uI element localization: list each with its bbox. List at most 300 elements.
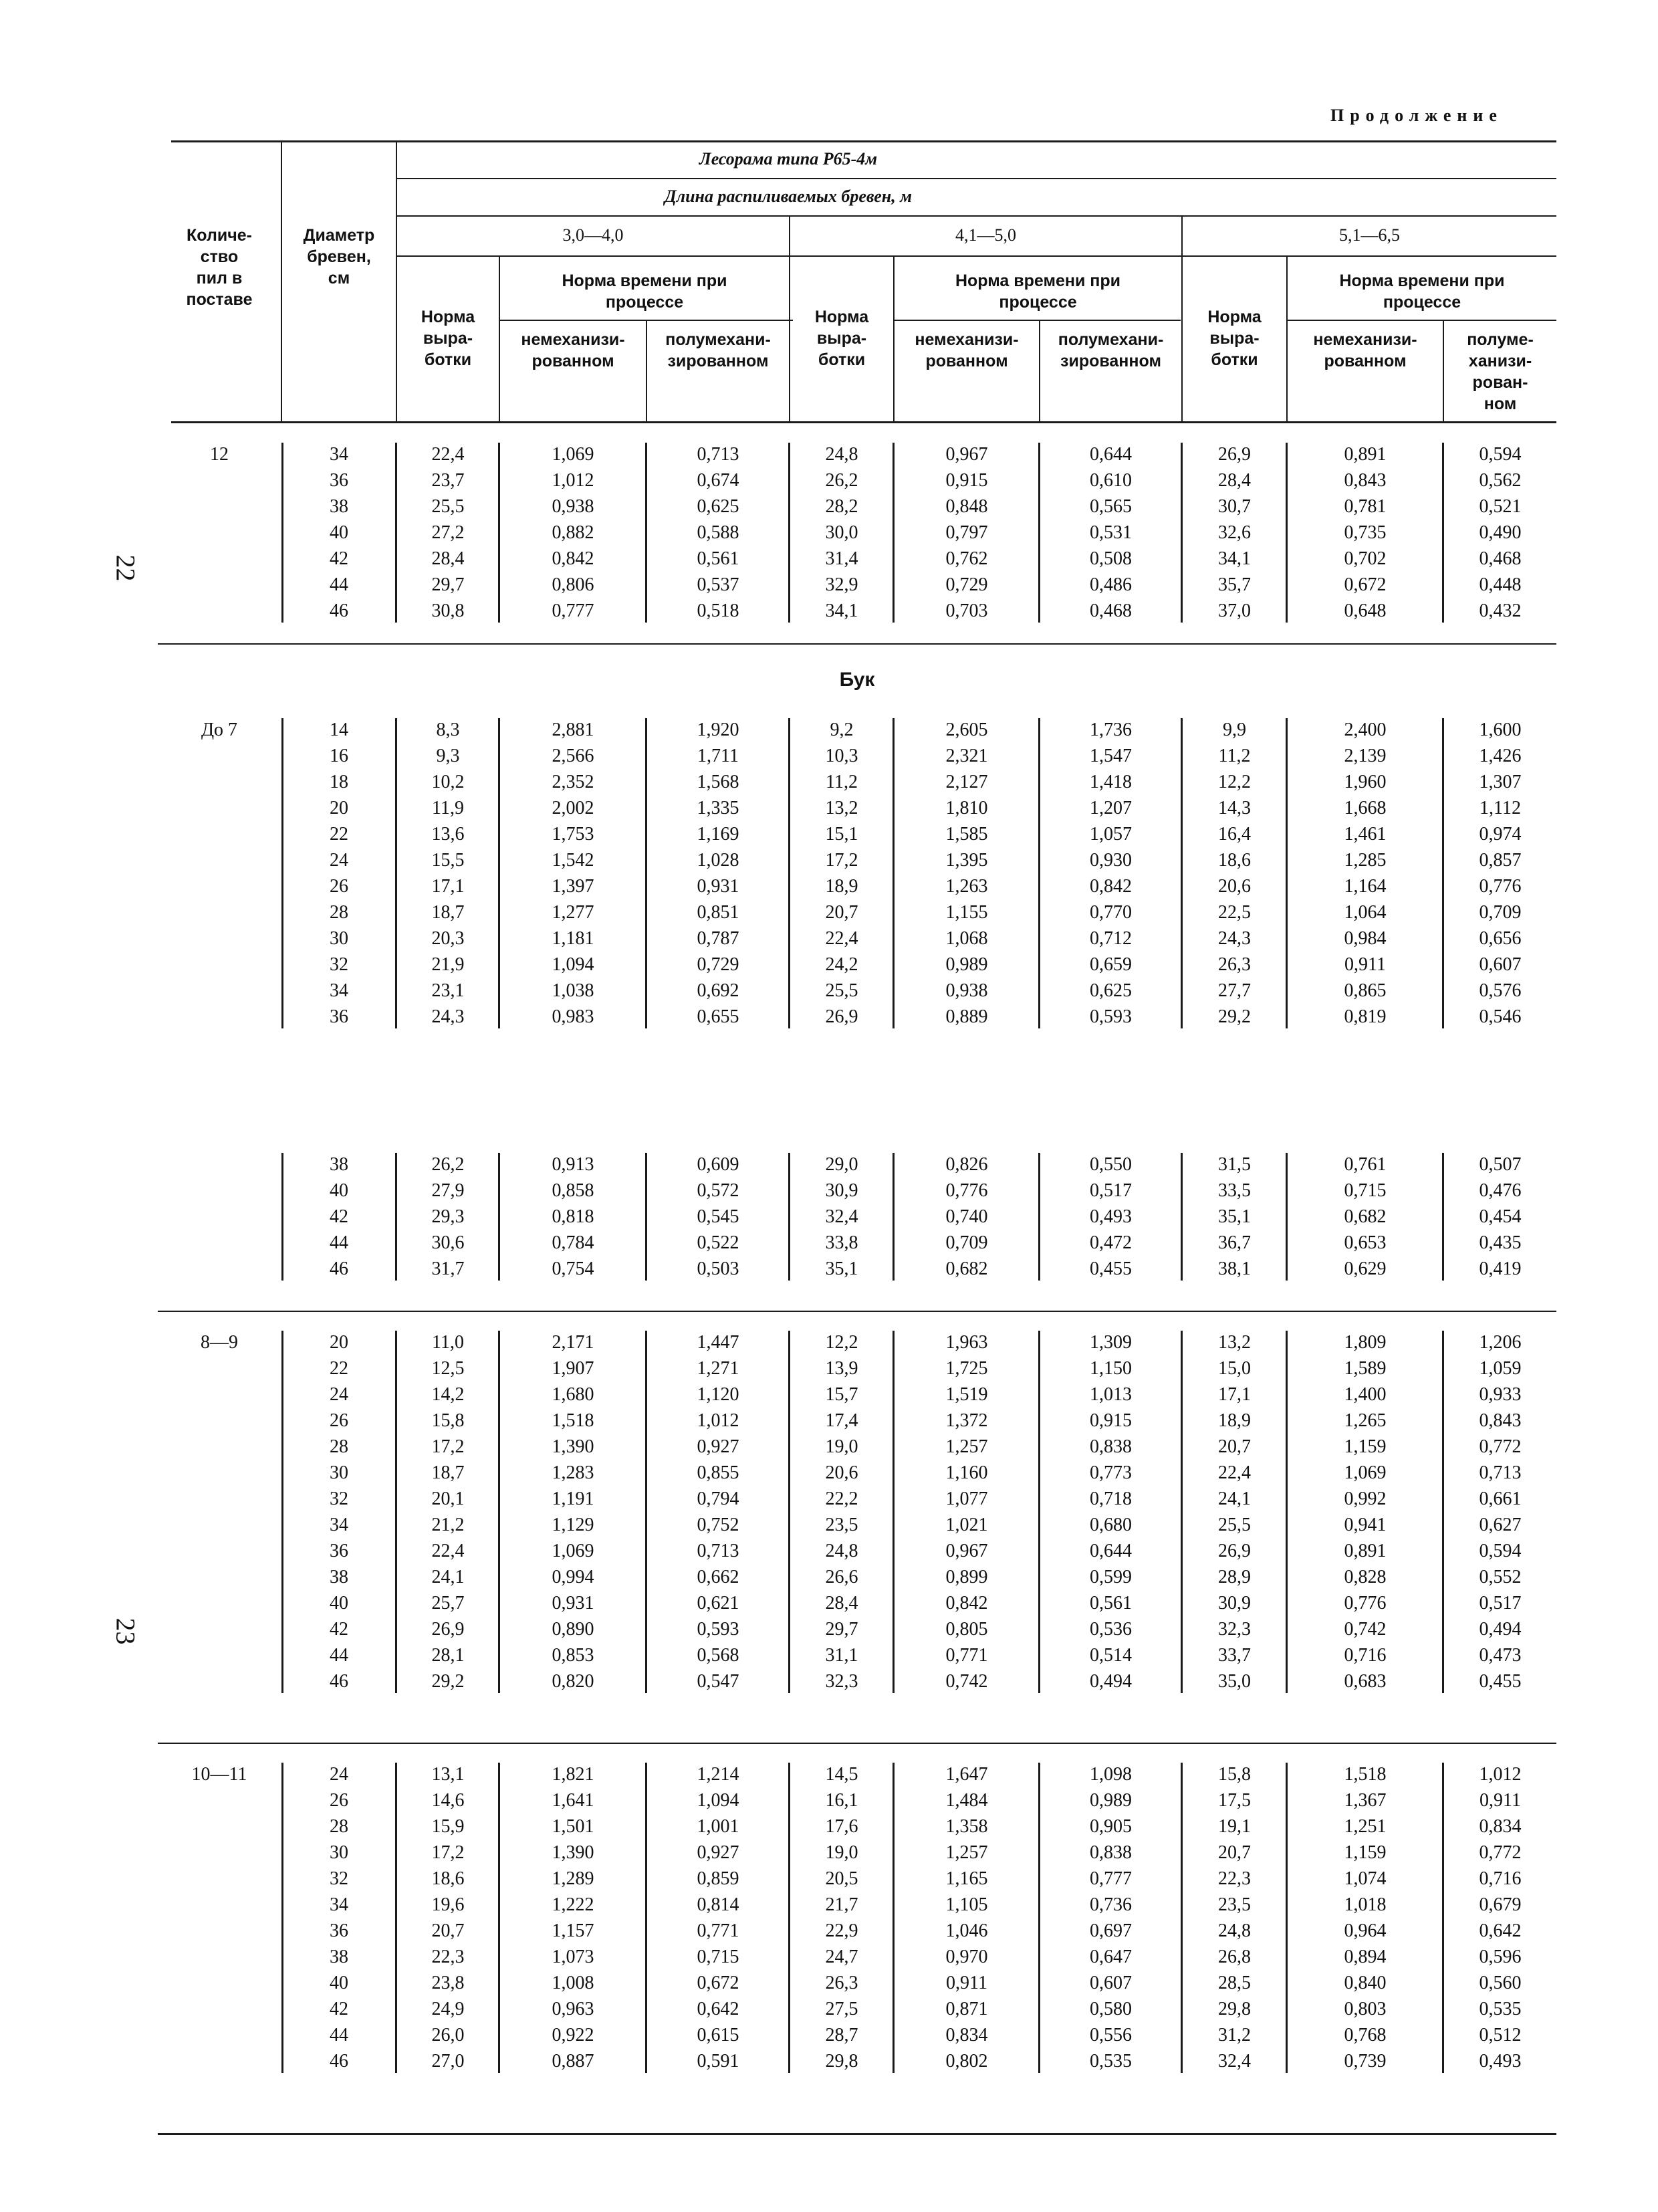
value-cell: 22,5 xyxy=(1218,902,1251,923)
value-cell: 0,820 xyxy=(552,1671,594,1692)
value-cell: 0,891 xyxy=(1344,444,1387,465)
value-cell: 17,6 xyxy=(825,1816,858,1837)
value-cell: 1,907 xyxy=(552,1358,594,1379)
value-cell: 0,887 xyxy=(552,2051,594,2072)
value-cell: 0,772 xyxy=(1479,1436,1522,1457)
section-title-beech: Бук xyxy=(839,669,875,691)
value-cell: 0,963 xyxy=(552,1999,594,2019)
value-cell: 23,8 xyxy=(431,1973,465,1993)
value-cell: 8,3 xyxy=(436,720,460,740)
value-cell: 17,2 xyxy=(431,1436,465,1457)
length-rule xyxy=(396,215,1556,217)
diameter-cell: 42 xyxy=(330,1999,348,2019)
value-cell: 0,662 xyxy=(697,1567,739,1587)
value-cell: 15,0 xyxy=(1218,1358,1251,1379)
value-cell: 0,715 xyxy=(697,1947,739,1967)
value-cell: 32,9 xyxy=(825,574,858,595)
value-cell: 0,642 xyxy=(697,1999,739,2019)
value-cell: 26,8 xyxy=(1218,1947,1251,1967)
diameter-cell: 14 xyxy=(330,720,348,740)
value-cell: 27,9 xyxy=(431,1180,465,1201)
value-cell: 1,038 xyxy=(552,980,594,1001)
value-cell: 0,931 xyxy=(697,876,739,897)
value-cell: 27,0 xyxy=(431,2051,465,2072)
value-cell: 0,514 xyxy=(1090,1645,1132,1666)
value-cell: 29,2 xyxy=(431,1671,465,1692)
value-cell: 0,927 xyxy=(697,1842,739,1863)
value-cell: 1,600 xyxy=(1479,720,1522,740)
diameter-cell: 42 xyxy=(330,548,348,569)
header-norm-time-3: Норма времени при процессе xyxy=(1339,271,1505,312)
value-cell: 1,753 xyxy=(552,824,594,845)
value-cell: 1,021 xyxy=(945,1515,988,1535)
diameter-cell: 16 xyxy=(330,746,348,766)
value-cell: 0,840 xyxy=(1344,1973,1387,1993)
value-cell: 33,8 xyxy=(825,1232,858,1253)
value-cell: 21,9 xyxy=(431,954,465,975)
diameter-cell: 24 xyxy=(330,850,348,871)
norms-table xyxy=(158,140,1556,2133)
value-cell: 0,838 xyxy=(1090,1436,1132,1457)
value-cell: 1,367 xyxy=(1344,1790,1387,1811)
value-cell: 1,214 xyxy=(697,1764,739,1785)
value-cell: 31,1 xyxy=(825,1645,858,1666)
value-cell: 0,455 xyxy=(1090,1258,1132,1279)
value-cell: 1,222 xyxy=(552,1894,594,1915)
value-cell: 1,012 xyxy=(552,470,594,491)
value-cell: 0,709 xyxy=(945,1232,988,1253)
value-cell: 0,580 xyxy=(1090,1999,1132,2019)
value-cell: 0,468 xyxy=(1090,600,1132,621)
value-cell: 1,028 xyxy=(697,850,739,871)
table-row xyxy=(158,1892,1556,1918)
value-cell: 0,512 xyxy=(1479,2025,1522,2045)
value-cell: 0,853 xyxy=(552,1645,594,1666)
header-length-3: 5,1—6,5 xyxy=(1339,225,1400,245)
value-cell: 0,568 xyxy=(697,1645,739,1666)
value-cell: 1,307 xyxy=(1479,772,1522,792)
value-cell: 24,8 xyxy=(1218,1920,1251,1941)
table-row xyxy=(158,1918,1556,1945)
value-cell: 14,2 xyxy=(431,1384,465,1405)
value-cell: 1,568 xyxy=(697,772,739,792)
diameter-cell: 32 xyxy=(330,1868,348,1889)
value-cell: 1,736 xyxy=(1090,720,1132,740)
value-cell: 0,927 xyxy=(697,1436,739,1457)
value-cell: 1,064 xyxy=(1344,902,1387,923)
table-row xyxy=(158,1230,1556,1256)
table-row xyxy=(158,1866,1556,1892)
value-cell: 0,797 xyxy=(945,522,988,543)
value-cell: 0,556 xyxy=(1090,2025,1132,2045)
diameter-cell: 24 xyxy=(330,1764,348,1785)
diameter-cell: 44 xyxy=(330,1645,348,1666)
value-cell: 0,455 xyxy=(1479,1671,1522,1692)
value-cell: 0,784 xyxy=(552,1232,594,1253)
value-cell: 26,2 xyxy=(431,1154,465,1175)
table-row xyxy=(158,925,1556,952)
table-row xyxy=(158,1642,1556,1669)
value-cell: 28,4 xyxy=(825,1593,858,1614)
diameter-cell: 44 xyxy=(330,2025,348,2045)
value-cell: 23,7 xyxy=(431,470,465,491)
value-cell: 1,397 xyxy=(552,876,594,897)
value-cell: 1,169 xyxy=(697,824,739,845)
value-cell: 0,742 xyxy=(1344,1619,1387,1640)
value-cell: 1,390 xyxy=(552,1436,594,1457)
value-cell: 0,522 xyxy=(697,1232,739,1253)
table-row xyxy=(158,1151,1556,1178)
value-cell: 16,1 xyxy=(825,1790,858,1811)
value-cell: 1,159 xyxy=(1344,1436,1387,1457)
value-cell: 0,772 xyxy=(1479,1842,1522,1863)
value-cell: 29,0 xyxy=(825,1154,858,1175)
value-cell: 24,8 xyxy=(825,1541,858,1561)
value-cell: 1,518 xyxy=(552,1410,594,1431)
value-cell: 12,2 xyxy=(825,1332,858,1353)
value-cell: 1,165 xyxy=(945,1868,988,1889)
table-row xyxy=(158,821,1556,848)
value-cell: 1,159 xyxy=(1344,1842,1387,1863)
separator-after-7 xyxy=(158,1311,1556,1312)
value-cell: 35,1 xyxy=(1218,1206,1251,1227)
value-cell: 0,697 xyxy=(1090,1920,1132,1941)
value-cell: 0,672 xyxy=(697,1973,739,1993)
value-cell: 27,2 xyxy=(431,522,465,543)
header-semimech-2: полумехани- зированном xyxy=(1058,330,1164,370)
value-cell: 0,805 xyxy=(945,1619,988,1640)
value-cell: 1,012 xyxy=(697,1410,739,1431)
value-cell: 0,842 xyxy=(552,548,594,569)
value-cell: 9,2 xyxy=(830,720,854,740)
value-cell: 0,593 xyxy=(1090,1006,1132,1027)
value-cell: 0,572 xyxy=(697,1180,739,1201)
value-cell: 17,2 xyxy=(431,1842,465,1863)
value-cell: 26,0 xyxy=(431,2025,465,2045)
value-cell: 1,105 xyxy=(945,1894,988,1915)
value-cell: 0,709 xyxy=(1479,902,1522,923)
diameter-cell: 26 xyxy=(330,876,348,897)
value-cell: 2,139 xyxy=(1344,746,1387,766)
value-cell: 0,891 xyxy=(1344,1541,1387,1561)
value-cell: 28,7 xyxy=(825,2025,858,2045)
value-cell: 0,535 xyxy=(1090,2051,1132,2072)
value-cell: 1,680 xyxy=(552,1384,594,1405)
saw-count: 10—11 xyxy=(191,1764,247,1785)
value-cell: 0,742 xyxy=(945,1671,988,1692)
value-cell: 1,542 xyxy=(552,850,594,871)
value-cell: 1,074 xyxy=(1344,1868,1387,1889)
value-cell: 0,931 xyxy=(552,1593,594,1614)
value-cell: 32,3 xyxy=(1218,1619,1251,1640)
value-cell: 1,519 xyxy=(945,1384,988,1405)
value-cell: 0,865 xyxy=(1344,980,1387,1001)
value-cell: 0,562 xyxy=(1479,470,1522,491)
value-cell: 1,461 xyxy=(1344,824,1387,845)
value-cell: 2,171 xyxy=(552,1332,594,1353)
value-cell: 13,1 xyxy=(431,1764,465,1785)
value-cell: 0,938 xyxy=(945,980,988,1001)
diameter-cell: 26 xyxy=(330,1410,348,1431)
value-cell: 0,834 xyxy=(945,2025,988,2045)
value-cell: 0,768 xyxy=(1344,2025,1387,2045)
value-cell: 12,5 xyxy=(431,1358,465,1379)
value-cell: 1,963 xyxy=(945,1332,988,1353)
value-cell: 0,472 xyxy=(1090,1232,1132,1253)
value-cell: 0,915 xyxy=(1090,1410,1132,1431)
value-cell: 28,4 xyxy=(1218,470,1251,491)
value-cell: 22,4 xyxy=(825,928,858,949)
value-cell: 21,7 xyxy=(825,1894,858,1915)
table-row xyxy=(158,2022,1556,2049)
value-cell: 0,625 xyxy=(697,496,739,517)
value-cell: 20,1 xyxy=(431,1488,465,1509)
value-cell: 23,1 xyxy=(431,980,465,1001)
table-row xyxy=(158,1668,1556,1695)
value-cell: 18,7 xyxy=(431,902,465,923)
value-cell: 0,994 xyxy=(552,1567,594,1587)
value-cell: 0,989 xyxy=(1090,1790,1132,1811)
diameter-cell: 46 xyxy=(330,2051,348,2072)
page-number-23: 23 xyxy=(110,1618,141,1645)
value-cell: 1,057 xyxy=(1090,824,1132,845)
value-cell: 0,703 xyxy=(945,600,988,621)
value-cell: 0,473 xyxy=(1479,1645,1522,1666)
value-cell: 17,1 xyxy=(1218,1384,1251,1405)
value-cell: 1,046 xyxy=(945,1920,988,1941)
value-cell: 1,426 xyxy=(1479,746,1522,766)
value-cell: 15,1 xyxy=(825,824,858,845)
value-cell: 0,625 xyxy=(1090,980,1132,1001)
value-cell: 0,561 xyxy=(1090,1593,1132,1614)
value-cell: 1,447 xyxy=(697,1332,739,1353)
value-cell: 1,013 xyxy=(1090,1384,1132,1405)
value-cell: 26,9 xyxy=(431,1619,465,1640)
value-cell: 1,647 xyxy=(945,1764,988,1785)
value-cell: 1,358 xyxy=(945,1816,988,1837)
value-cell: 0,712 xyxy=(1090,928,1132,949)
value-cell: 22,4 xyxy=(431,444,465,465)
value-cell: 1,112 xyxy=(1479,798,1521,818)
value-cell: 29,2 xyxy=(1218,1006,1251,1027)
value-cell: 1,668 xyxy=(1344,798,1387,818)
value-cell: 28,5 xyxy=(1218,1973,1251,1993)
value-cell: 1,277 xyxy=(552,902,594,923)
diameter-cell: 38 xyxy=(330,1567,348,1587)
value-cell: 24,1 xyxy=(431,1567,465,1587)
table-row xyxy=(158,1840,1556,1866)
value-cell: 0,627 xyxy=(1479,1515,1522,1535)
header-norm-output-2: Норма выра- ботки xyxy=(814,308,869,369)
value-cell: 0,729 xyxy=(697,954,739,975)
value-cell: 1,160 xyxy=(945,1462,988,1483)
value-cell: 0,911 xyxy=(946,1973,987,1993)
value-cell: 10,2 xyxy=(431,772,465,792)
table-row xyxy=(158,769,1556,796)
value-cell: 1,257 xyxy=(945,1436,988,1457)
header-nonmech-3: немеханизи- рованном xyxy=(1313,330,1417,370)
value-cell: 0,547 xyxy=(697,1671,739,1692)
value-cell: 1,150 xyxy=(1090,1358,1132,1379)
value-cell: 24,1 xyxy=(1218,1488,1251,1509)
diameter-cell: 38 xyxy=(330,1154,348,1175)
value-cell: 0,776 xyxy=(945,1180,988,1201)
value-cell: 30,8 xyxy=(431,600,465,621)
table-row xyxy=(158,520,1556,546)
value-cell: 19,0 xyxy=(825,1436,858,1457)
value-cell: 29,7 xyxy=(825,1619,858,1640)
value-cell: 1,418 xyxy=(1090,772,1132,792)
page-number-22: 22 xyxy=(110,554,141,582)
table-row xyxy=(158,1381,1556,1408)
value-cell: 0,777 xyxy=(552,600,594,621)
value-cell: 1,920 xyxy=(697,720,739,740)
value-cell: 13,6 xyxy=(431,824,465,845)
value-cell: 0,682 xyxy=(945,1258,988,1279)
value-cell: 0,679 xyxy=(1479,1894,1522,1915)
value-cell: 1,285 xyxy=(1344,850,1387,871)
value-cell: 0,680 xyxy=(1090,1515,1132,1535)
value-cell: 0,454 xyxy=(1479,1206,1522,1227)
value-cell: 0,974 xyxy=(1479,824,1522,845)
value-cell: 24,3 xyxy=(1218,928,1251,949)
value-cell: 0,535 xyxy=(1479,1999,1522,2019)
table-row xyxy=(158,2048,1556,2075)
value-cell: 24,7 xyxy=(825,1947,858,1967)
value-cell: 0,656 xyxy=(1479,928,1522,949)
value-cell: 0,729 xyxy=(945,574,988,595)
value-cell: 0,674 xyxy=(697,470,739,491)
diameter-cell: 24 xyxy=(330,1384,348,1405)
value-cell: 0,490 xyxy=(1479,522,1522,543)
diameter-cell: 40 xyxy=(330,1593,348,1614)
table-row xyxy=(158,717,1556,744)
value-cell: 1,271 xyxy=(697,1358,739,1379)
value-cell: 14,6 xyxy=(431,1790,465,1811)
value-cell: 0,448 xyxy=(1479,574,1522,595)
value-cell: 2,605 xyxy=(945,720,988,740)
value-cell: 1,263 xyxy=(945,876,988,897)
table-row xyxy=(158,1616,1556,1643)
value-cell: 1,265 xyxy=(1344,1410,1387,1431)
value-cell: 0,716 xyxy=(1344,1645,1387,1666)
value-cell: 0,855 xyxy=(697,1462,739,1483)
value-cell: 0,776 xyxy=(1479,876,1522,897)
value-cell: 1,120 xyxy=(697,1384,739,1405)
value-cell: 0,740 xyxy=(945,1206,988,1227)
value-cell: 0,771 xyxy=(697,1920,739,1941)
value-cell: 2,352 xyxy=(552,772,594,792)
value-cell: 22,9 xyxy=(825,1920,858,1941)
value-cell: 0,718 xyxy=(1090,1488,1132,1509)
value-cell: 31,5 xyxy=(1218,1154,1251,1175)
value-cell: 0,713 xyxy=(697,444,739,465)
value-cell: 2,002 xyxy=(552,798,594,818)
value-cell: 0,599 xyxy=(1090,1567,1132,1587)
value-cell: 13,2 xyxy=(825,798,858,818)
table-row xyxy=(158,1004,1556,1030)
value-cell: 0,545 xyxy=(697,1206,739,1227)
table-row xyxy=(158,1944,1556,1971)
value-cell: 2,400 xyxy=(1344,720,1387,740)
value-cell: 0,591 xyxy=(697,2051,739,2072)
table-row xyxy=(158,873,1556,900)
value-cell: 0,659 xyxy=(1090,954,1132,975)
value-cell: 0,802 xyxy=(945,2051,988,2072)
value-cell: 26,3 xyxy=(825,1973,858,1993)
value-cell: 1,001 xyxy=(697,1816,739,1837)
diameter-cell: 20 xyxy=(330,1332,348,1353)
value-cell: 0,941 xyxy=(1344,1515,1387,1535)
value-cell: 28,9 xyxy=(1218,1567,1251,1587)
value-cell: 9,3 xyxy=(436,746,460,766)
value-cell: 0,648 xyxy=(1344,600,1387,621)
value-cell: 20,7 xyxy=(431,1920,465,1941)
value-cell: 1,206 xyxy=(1479,1332,1522,1353)
diameter-cell: 34 xyxy=(330,1515,348,1535)
value-cell: 0,615 xyxy=(697,2025,739,2045)
value-cell: 0,911 xyxy=(1344,954,1386,975)
value-cell: 1,810 xyxy=(945,798,988,818)
value-cell: 1,585 xyxy=(945,824,988,845)
value-cell: 0,594 xyxy=(1479,444,1522,465)
diameter-cell: 38 xyxy=(330,1947,348,1967)
value-cell: 0,521 xyxy=(1479,496,1522,517)
value-cell: 0,692 xyxy=(697,980,739,1001)
value-cell: 1,283 xyxy=(552,1462,594,1483)
table-row xyxy=(158,441,1556,468)
value-cell: 32,4 xyxy=(1218,2051,1251,2072)
value-cell: 0,938 xyxy=(552,496,594,517)
diameter-cell: 46 xyxy=(330,1671,348,1692)
table-row xyxy=(158,1178,1556,1204)
value-cell: 0,536 xyxy=(1090,1619,1132,1640)
value-cell: 0,508 xyxy=(1090,548,1132,569)
value-cell: 0,609 xyxy=(697,1154,739,1175)
value-cell: 0,787 xyxy=(697,928,739,949)
value-cell: 28,4 xyxy=(431,548,465,569)
value-cell: 31,4 xyxy=(825,548,858,569)
value-cell: 1,711 xyxy=(697,746,739,766)
value-cell: 1,012 xyxy=(1479,1764,1522,1785)
value-cell: 15,9 xyxy=(431,1816,465,1837)
value-cell: 0,621 xyxy=(697,1593,739,1614)
value-cell: 0,859 xyxy=(697,1868,739,1889)
value-cell: 2,881 xyxy=(552,720,594,740)
value-cell: 1,809 xyxy=(1344,1332,1387,1353)
value-cell: 1,069 xyxy=(552,444,594,465)
value-cell: 0,933 xyxy=(1479,1384,1522,1405)
value-cell: 2,321 xyxy=(945,746,988,766)
diameter-cell: 28 xyxy=(330,1436,348,1457)
value-cell: 0,517 xyxy=(1090,1180,1132,1201)
value-cell: 27,5 xyxy=(825,1999,858,2019)
value-cell: 20,6 xyxy=(1218,876,1251,897)
value-cell: 0,594 xyxy=(1479,1541,1522,1561)
value-cell: 0,537 xyxy=(697,574,739,595)
value-cell: 16,4 xyxy=(1218,824,1251,845)
value-cell: 17,1 xyxy=(431,876,465,897)
machine-rule xyxy=(396,178,1556,179)
value-cell: 0,610 xyxy=(1090,470,1132,491)
value-cell: 0,607 xyxy=(1479,954,1522,975)
value-cell: 0,531 xyxy=(1090,522,1132,543)
value-cell: 22,3 xyxy=(431,1947,465,1967)
value-cell: 0,713 xyxy=(697,1541,739,1561)
diameter-cell: 32 xyxy=(330,1488,348,1509)
value-cell: 24,3 xyxy=(431,1006,465,1027)
value-cell: 0,576 xyxy=(1479,980,1522,1001)
